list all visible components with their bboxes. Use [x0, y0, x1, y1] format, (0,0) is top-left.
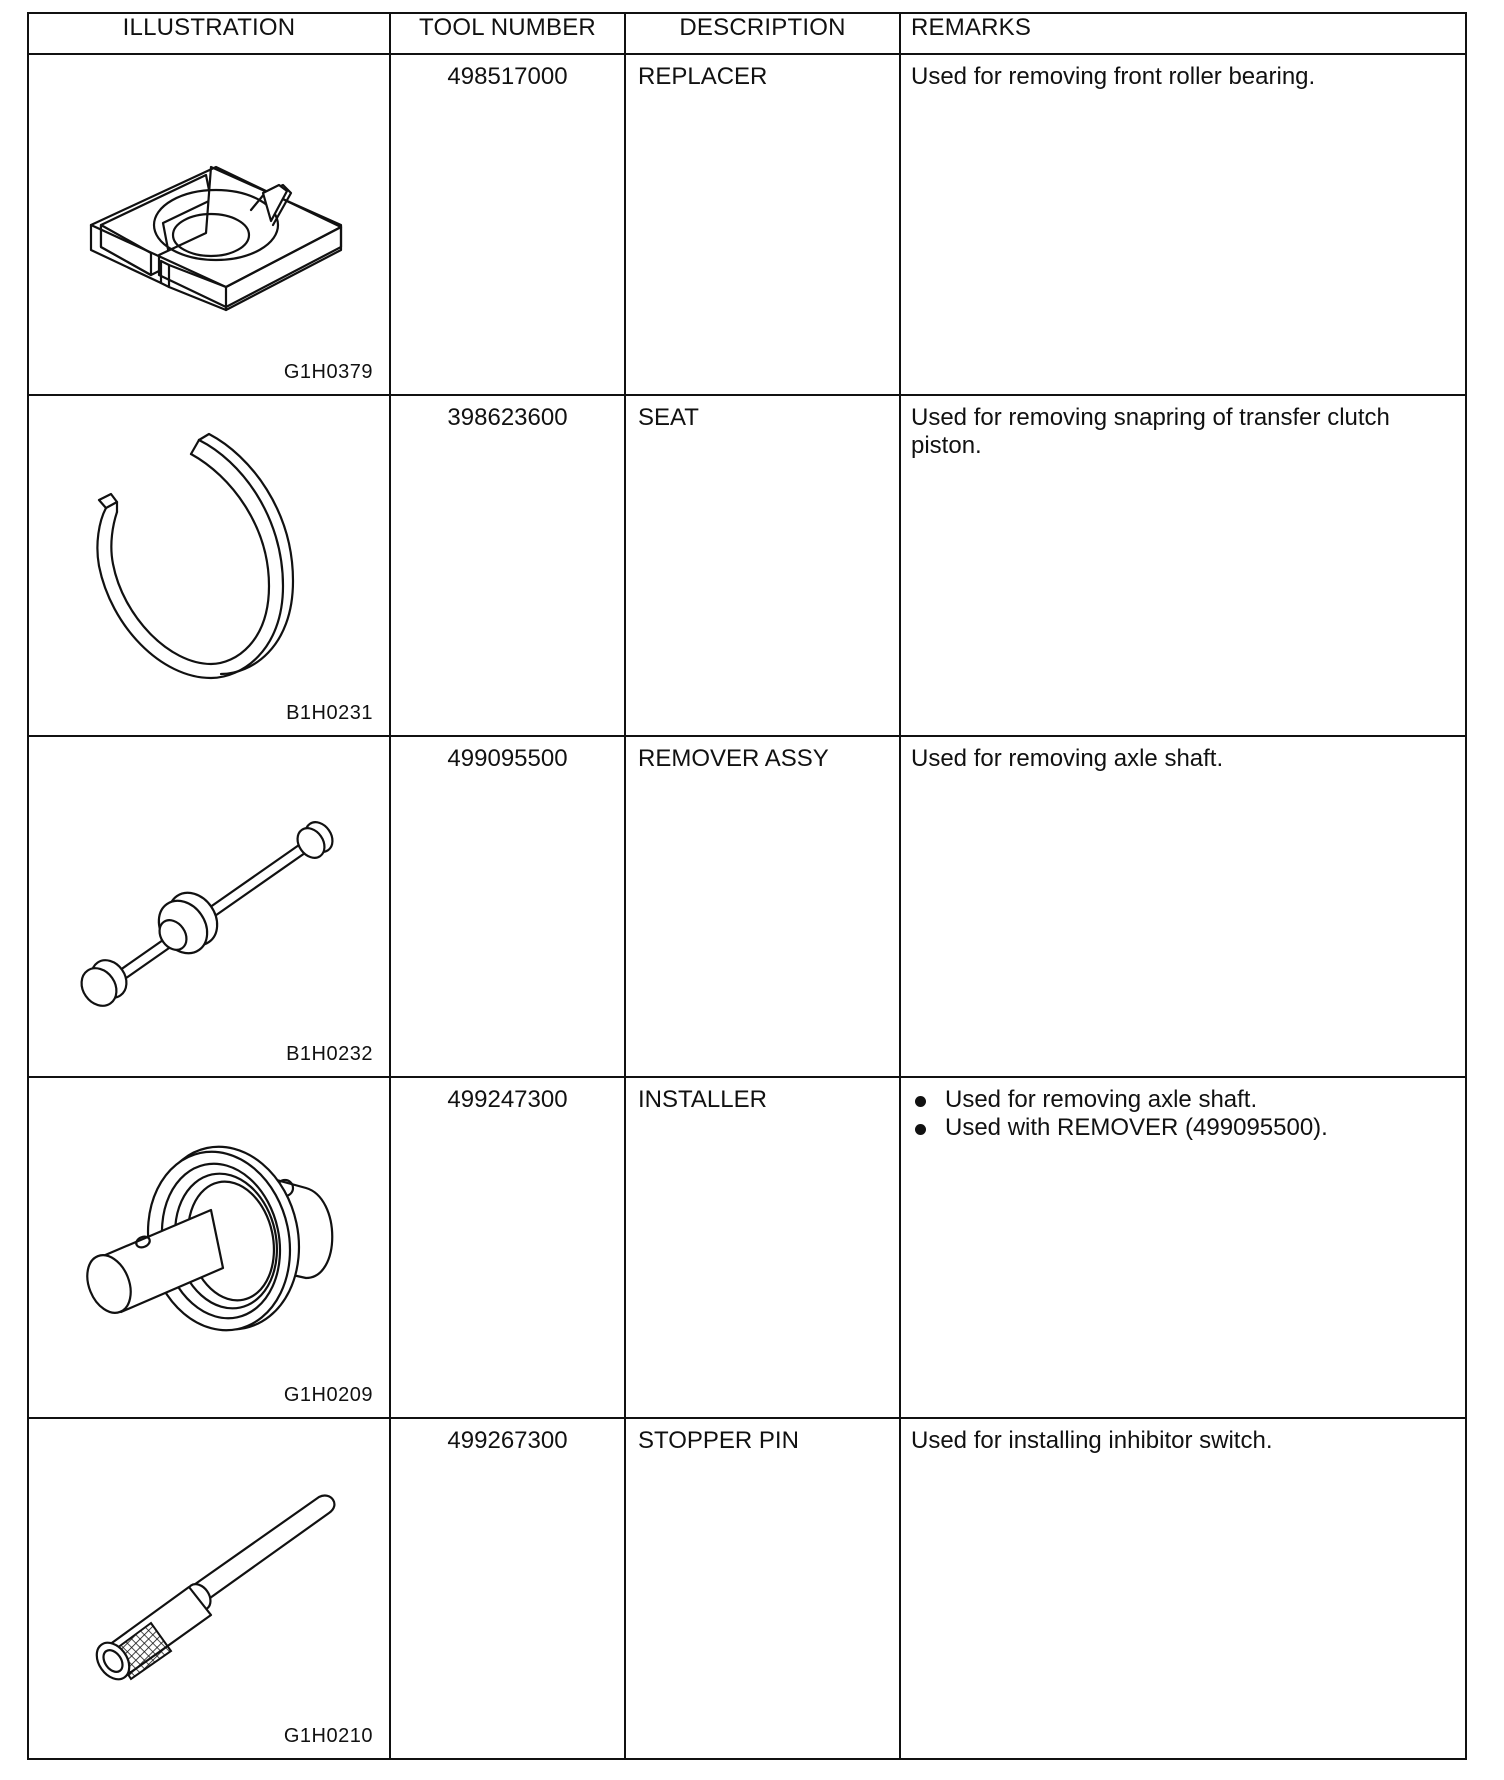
illustration-cell [28, 54, 390, 395]
figure-code: B1H0232 [286, 1043, 373, 1065]
tool-description: STOPPER PIN [625, 1418, 900, 1759]
header-remarks: REMARKS [900, 13, 1466, 54]
illustration-cell [28, 736, 390, 1077]
tool-remarks [900, 1418, 1466, 1759]
header-row [28, 13, 1466, 54]
tool-number: 498517000 [390, 54, 625, 395]
tool-description: SEAT [625, 395, 900, 736]
tool-remarks [900, 1077, 1466, 1418]
illustration-cell [28, 1418, 390, 1759]
figure-code: G1H0209 [283, 1384, 373, 1406]
table-row [28, 395, 1466, 736]
seat-ring-icon [51, 416, 371, 696]
figure-code: B1H0231 [286, 702, 373, 724]
remark-text: Used for removing front roller bearing. [911, 63, 1316, 90]
tool-description: INSTALLER [625, 1077, 900, 1418]
tool-remarks [900, 54, 1466, 395]
header-tool-number: TOOL NUMBER [390, 13, 625, 54]
remark-text: Used for removing axle shaft. [911, 745, 1224, 772]
table-row [28, 54, 1466, 395]
tool-number: 499267300 [390, 1418, 625, 1759]
remark-text: Used for installing inhibitor switch. [911, 1427, 1273, 1454]
illustration-cell [28, 395, 390, 736]
remover-shaft-icon [51, 757, 371, 1037]
table-row [28, 736, 1466, 1077]
tool-remarks [900, 395, 1466, 736]
replacer-block-icon [51, 75, 371, 355]
remark-text: Used for removing snapring of transfer clutch piston. [911, 404, 1390, 459]
header-illustration: ILLUSTRATION [28, 13, 390, 54]
tool-description: REPLACER [625, 54, 900, 395]
header-description: DESCRIPTION [625, 13, 900, 54]
figure-code: G1H0210 [283, 1725, 373, 1747]
table-row [28, 1077, 1466, 1418]
remarks-list [911, 1086, 1453, 1142]
list-item: Used for removing axle shaft. [911, 1086, 1453, 1114]
illustration-cell [28, 1077, 390, 1418]
tool-remarks [900, 736, 1466, 1077]
tool-number: 499095500 [390, 736, 625, 1077]
table-row [28, 1418, 1466, 1759]
figure-code: G1H0379 [283, 361, 373, 383]
tool-number: 398623600 [390, 395, 625, 736]
special-tools-table [27, 12, 1467, 1760]
tool-number: 499247300 [390, 1077, 625, 1418]
installer-icon [51, 1098, 371, 1378]
stopper-pin-icon [51, 1439, 371, 1719]
tool-description: REMOVER ASSY [625, 736, 900, 1077]
list-item: Used with REMOVER (499095500). [911, 1114, 1453, 1142]
